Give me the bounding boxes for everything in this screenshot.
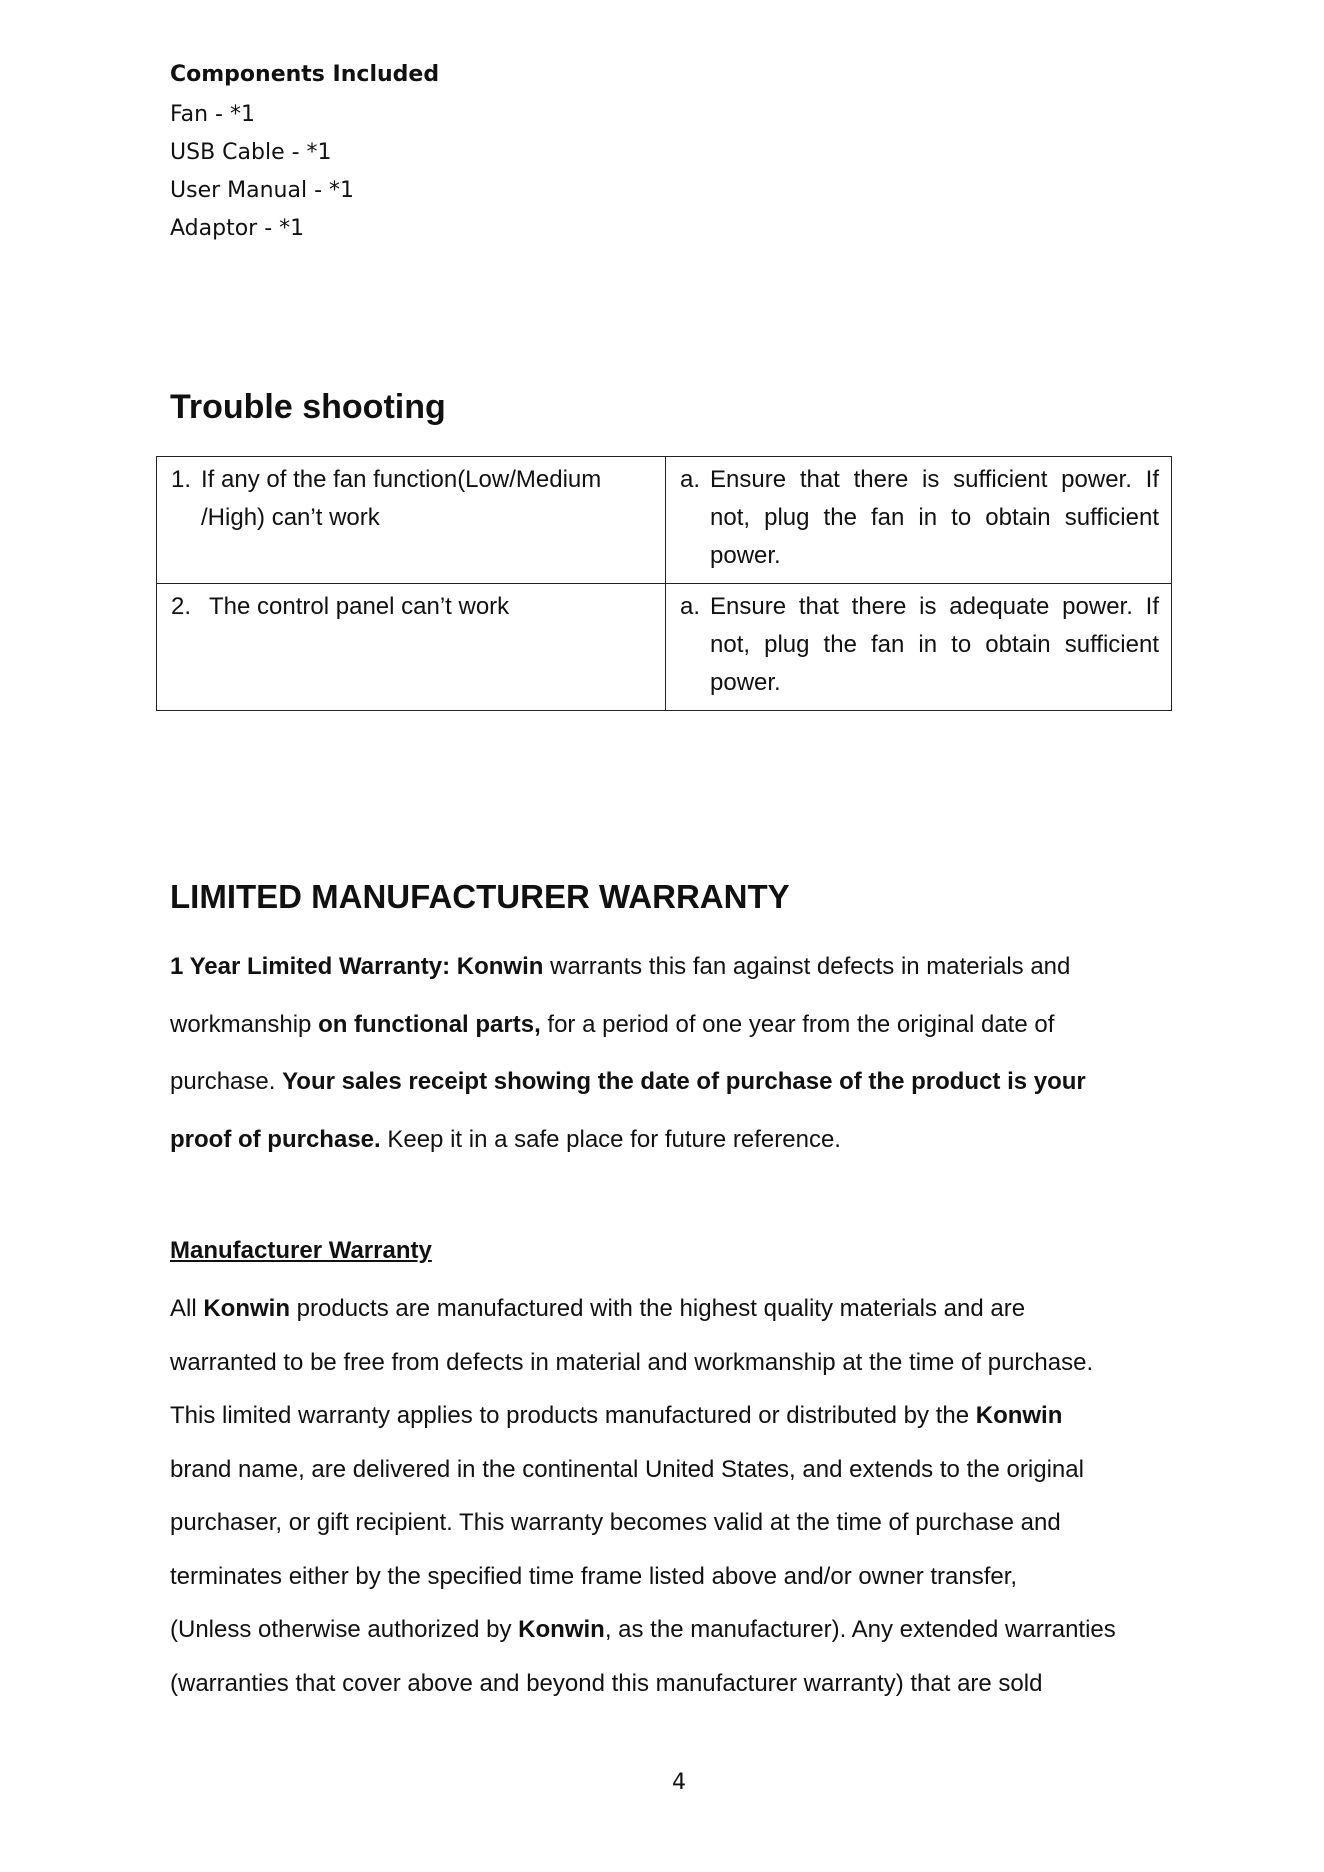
component-item: USB Cable - *1 [170, 140, 332, 165]
troubleshooting-heading: Trouble shooting [170, 388, 446, 426]
solution-text: Ensure that there is adequate power. If not, plug the fan in to obtain sufficient power. [710, 593, 1159, 696]
paragraph-line: (Unless otherwise authorized by Konwin, as the manufacturer). Any extended warranties [170, 1616, 1116, 1643]
solution-cell [666, 584, 1172, 711]
paragraph-line: proof of purchase. Keep it in a safe place for future reference. [170, 1125, 841, 1153]
issue-cell [157, 457, 666, 584]
paragraph-line: This limited warranty applies to products manufactured or distributed by the Konwin [170, 1402, 1063, 1429]
issue-cell [157, 584, 666, 711]
paragraph-line: terminates either by the specified time frame listed above and/or owner transfer, [170, 1562, 1018, 1590]
paragraph-line: brand name, are delivered in the continental United States, and extends to the original [170, 1455, 1084, 1483]
paragraph-line: purchase. Your sales receipt showing the date of purchase of the product is your [170, 1068, 1086, 1095]
table-row [157, 584, 1172, 711]
paragraph-line: 1 Year Limited Warranty: Konwin warrants this fan against defects in materials and [170, 953, 1071, 980]
component-item: Adaptor - *1 [170, 216, 305, 241]
component-item: User Manual - *1 [170, 178, 355, 203]
component-item: Fan - *1 [170, 102, 255, 127]
paragraph-line: purchaser, or gift recipient. This warranty becomes valid at the time of purchase and [170, 1509, 1061, 1536]
issue-number: 1. [171, 466, 192, 493]
solution-text: Ensure that there is sufficient power. If not, plug the fan in to obtain sufficient power. [710, 466, 1159, 569]
issue-text: If any of the fan function(Low/Medium /High) can’t work [201, 466, 602, 531]
paragraph-line: warranted to be free from defects in material and workmanship at the time of purchase. [170, 1348, 1094, 1376]
paragraph-line: All Konwin products are manufactured with the highest quality materials and are [170, 1295, 1026, 1322]
issue-text: The control panel can’t work [209, 593, 510, 620]
solution-marker: a. [680, 593, 701, 620]
warranty-heading: LIMITED MANUFACTURER WARRANTY [170, 878, 790, 915]
paragraph-line: workmanship on functional parts, for a period of one year from the original date of [170, 1010, 1055, 1038]
warranty-paragraph [170, 938, 1190, 1168]
manufacturer-warranty-heading: Manufacturer Warranty [170, 1237, 432, 1264]
table-row [157, 457, 1172, 584]
troubleshooting-table [156, 456, 1172, 711]
solution-cell [666, 457, 1172, 584]
solution-marker: a. [680, 466, 701, 493]
manufacturer-warranty-paragraph [170, 1282, 1190, 1710]
page-number: 4 [672, 1770, 686, 1795]
issue-number: 2. [171, 593, 192, 620]
components-heading: Components Included [170, 62, 440, 87]
paragraph-line: (warranties that cover above and beyond this manufacturer warranty) that are sold [170, 1669, 1043, 1697]
